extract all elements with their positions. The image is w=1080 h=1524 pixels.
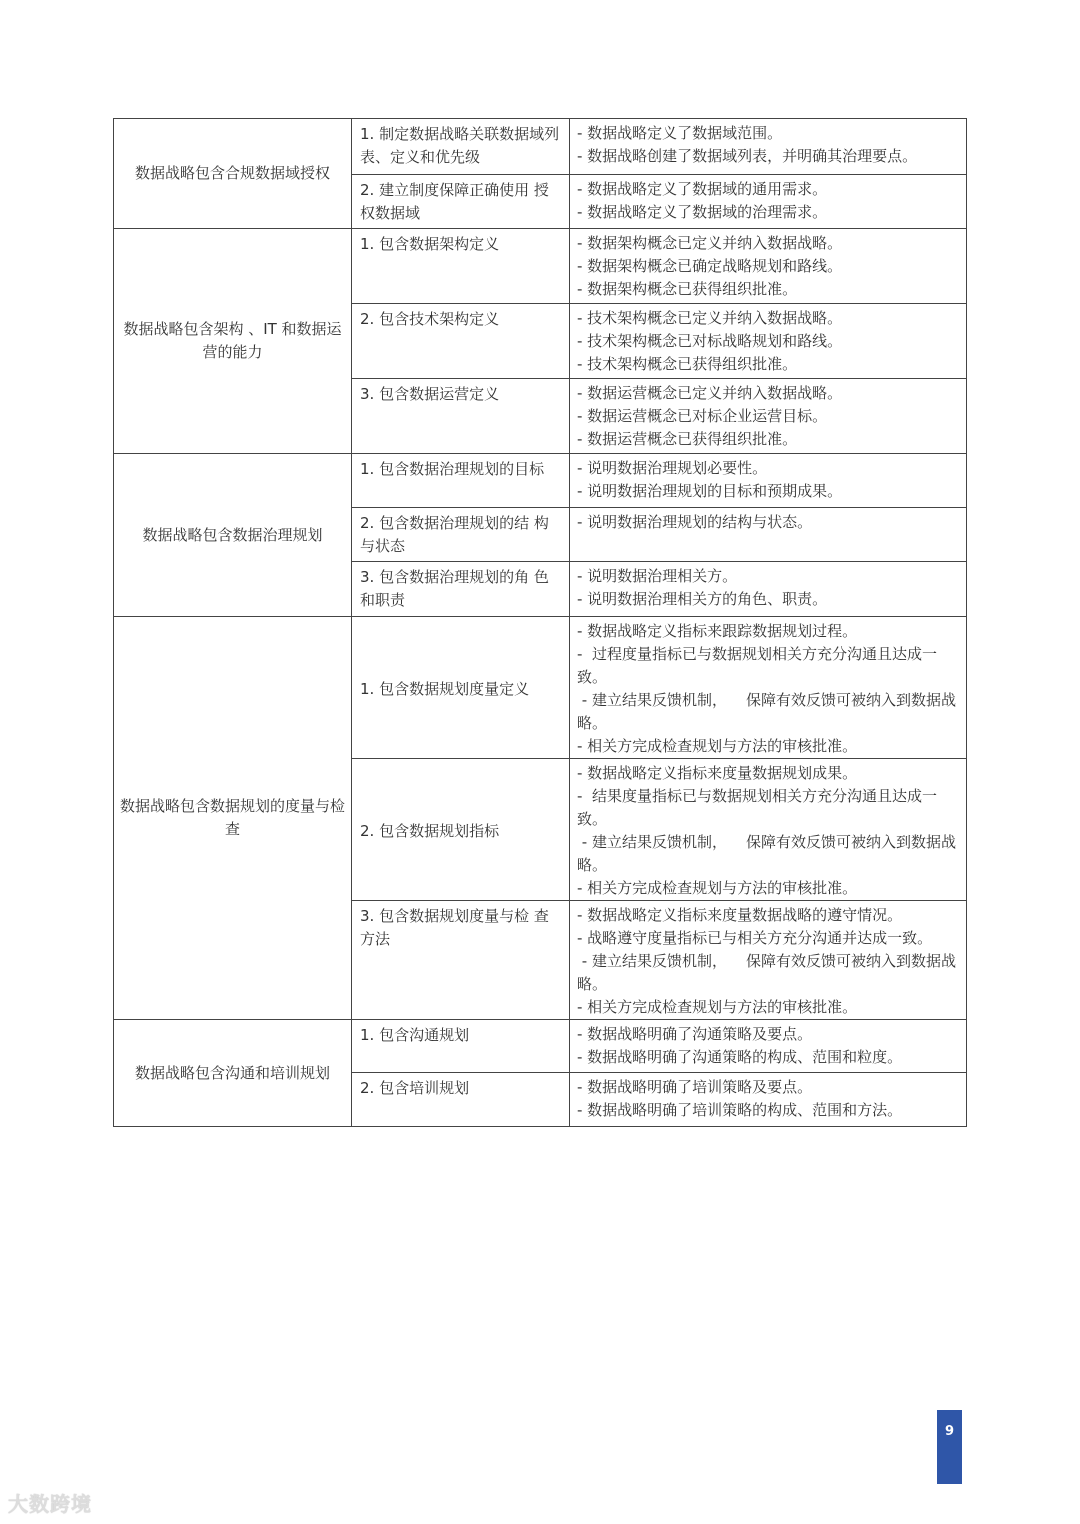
criteria-item: - 数据运营概念已对标企业运营目标。 [577,407,828,425]
watermark-logo: 大数跨境 [8,1492,92,1516]
table-row [114,1020,967,1073]
criteria-cell [570,229,967,304]
requirement-title-cell: 3. 包含数据规划度量与检 查方法 [352,901,570,1020]
criteria-item: - 数据战略明确了沟通策略的构成、范围和粒度。 [577,1048,903,1066]
criteria-item: - 数据战略创建了数据域列表，并明确其治理要点。 [577,147,918,165]
requirement-title-cell: 1. 包含数据规划度量定义 [352,617,570,759]
criteria-item: - 数据架构概念已定义并纳入数据战略。 [577,234,843,252]
criteria-item: - 数据战略定义指标来跟踪数据规划过程。 [577,622,858,640]
criteria-cell [570,508,967,562]
criteria-item: - 过程度量指标已与数据规划相关方充分沟通且达成一 致。 [577,645,942,686]
criteria-item: - 说明数据治理相关方。 [577,567,738,585]
page-number: 9 [937,1410,962,1484]
requirement-title-cell: 2. 包含数据规划指标 [352,759,570,901]
requirement-title-cell: 1. 包含数据治理规划的目标 [352,454,570,508]
criteria-cell [570,1073,967,1127]
requirement-title-cell: 2. 建立制度保障正确使用 授权数据域 [352,175,570,229]
criteria-item: - 数据战略定义了数据域的治理需求。 [577,203,828,221]
criteria-item: - 说明数据治理规划的目标和预期成果。 [577,482,843,500]
criteria-item: - 技术架构概念已获得组织批准。 [577,355,798,373]
criteria-item: - 结果度量指标已与数据规划相关方充分沟通且达成一 致。 [577,787,942,828]
requirement-title-cell: 1. 包含沟通规划 [352,1020,570,1073]
requirement-title-cell: 3. 包含数据治理规划的角 色和职责 [352,562,570,617]
requirement-title-cell: 2. 包含数据治理规划的结 构与状态 [352,508,570,562]
table-row [114,617,967,759]
table-row [114,229,967,304]
criteria-item: - 数据战略定义了数据域范围。 [577,124,783,142]
criteria-cell [570,175,967,229]
requirement-title-cell: 2. 包含技术架构定义 [352,304,570,379]
criteria-item: - 建立结果反馈机制， 保障有效反馈可被纳入到数据战略。 [577,691,957,732]
table-row [114,454,967,508]
requirement-title-cell: 1. 制定数据战略关联数据域列表、定义和优先级 [352,119,570,175]
criteria-item: - 技术架构概念已定义并纳入数据战略。 [577,309,843,327]
category-cell: 数据战略包含沟通和培训规划 [114,1020,352,1127]
category-cell: 数据战略包含数据治理规划 [114,454,352,617]
criteria-item: - 数据战略明确了沟通策略及要点。 [577,1025,813,1043]
table-row [114,119,967,175]
criteria-cell [570,1020,967,1073]
criteria-item: - 相关方完成检查规划与方法的审核批准。 [577,737,858,755]
criteria-item: - 数据运营概念已定义并纳入数据战略。 [577,384,843,402]
requirements-table [113,118,967,1127]
criteria-cell [570,304,967,379]
criteria-item: - 相关方完成检查规划与方法的审核批准。 [577,879,858,897]
criteria-cell [570,759,967,901]
criteria-item: - 数据架构概念已确定战略规划和路线。 [577,257,843,275]
requirement-title-cell: 2. 包含培训规划 [352,1073,570,1127]
requirement-title-cell: 3. 包含数据运营定义 [352,379,570,454]
category-cell: 数据战略包含数据规划的度量与检查 [114,617,352,1020]
criteria-item: - 技术架构概念已对标战略规划和路线。 [577,332,843,350]
criteria-item: - 建立结果反馈机制， 保障有效反馈可被纳入到数据战略。 [577,952,957,993]
criteria-item: - 说明数据治理规划必要性。 [577,459,768,477]
criteria-item: - 数据战略定义指标来度量数据规划成果。 [577,764,858,782]
category-cell: 数据战略包含架构 、IT 和数据运营的能力 [114,229,352,454]
criteria-item: - 数据战略定义指标来度量数据战略的遵守情况。 [577,906,903,924]
category-cell: 数据战略包含合规数据域授权 [114,119,352,229]
criteria-item: - 数据战略明确了培训策略的构成、范围和方法。 [577,1101,903,1119]
criteria-item: - 战略遵守度量指标已与相关方充分沟通并达成一致。 [577,929,933,947]
requirement-title-cell: 1. 包含数据架构定义 [352,229,570,304]
criteria-item: - 说明数据治理相关方的角色、职责。 [577,590,828,608]
criteria-cell [570,901,967,1020]
criteria-cell [570,454,967,508]
criteria-cell [570,617,967,759]
criteria-item: - 建立结果反馈机制， 保障有效反馈可被纳入到数据战略。 [577,833,957,874]
criteria-cell [570,379,967,454]
criteria-item: - 数据战略定义了数据域的通用需求。 [577,180,828,198]
criteria-cell [570,562,967,617]
criteria-item: - 数据架构概念已获得组织批准。 [577,280,798,298]
criteria-item: - 数据运营概念已获得组织批准。 [577,430,798,448]
criteria-item: - 说明数据治理规划的结构与状态。 [577,513,813,531]
criteria-item: - 相关方完成检查规划与方法的审核批准。 [577,998,858,1016]
criteria-item: - 数据战略明确了培训策略及要点。 [577,1078,813,1096]
criteria-cell [570,119,967,175]
